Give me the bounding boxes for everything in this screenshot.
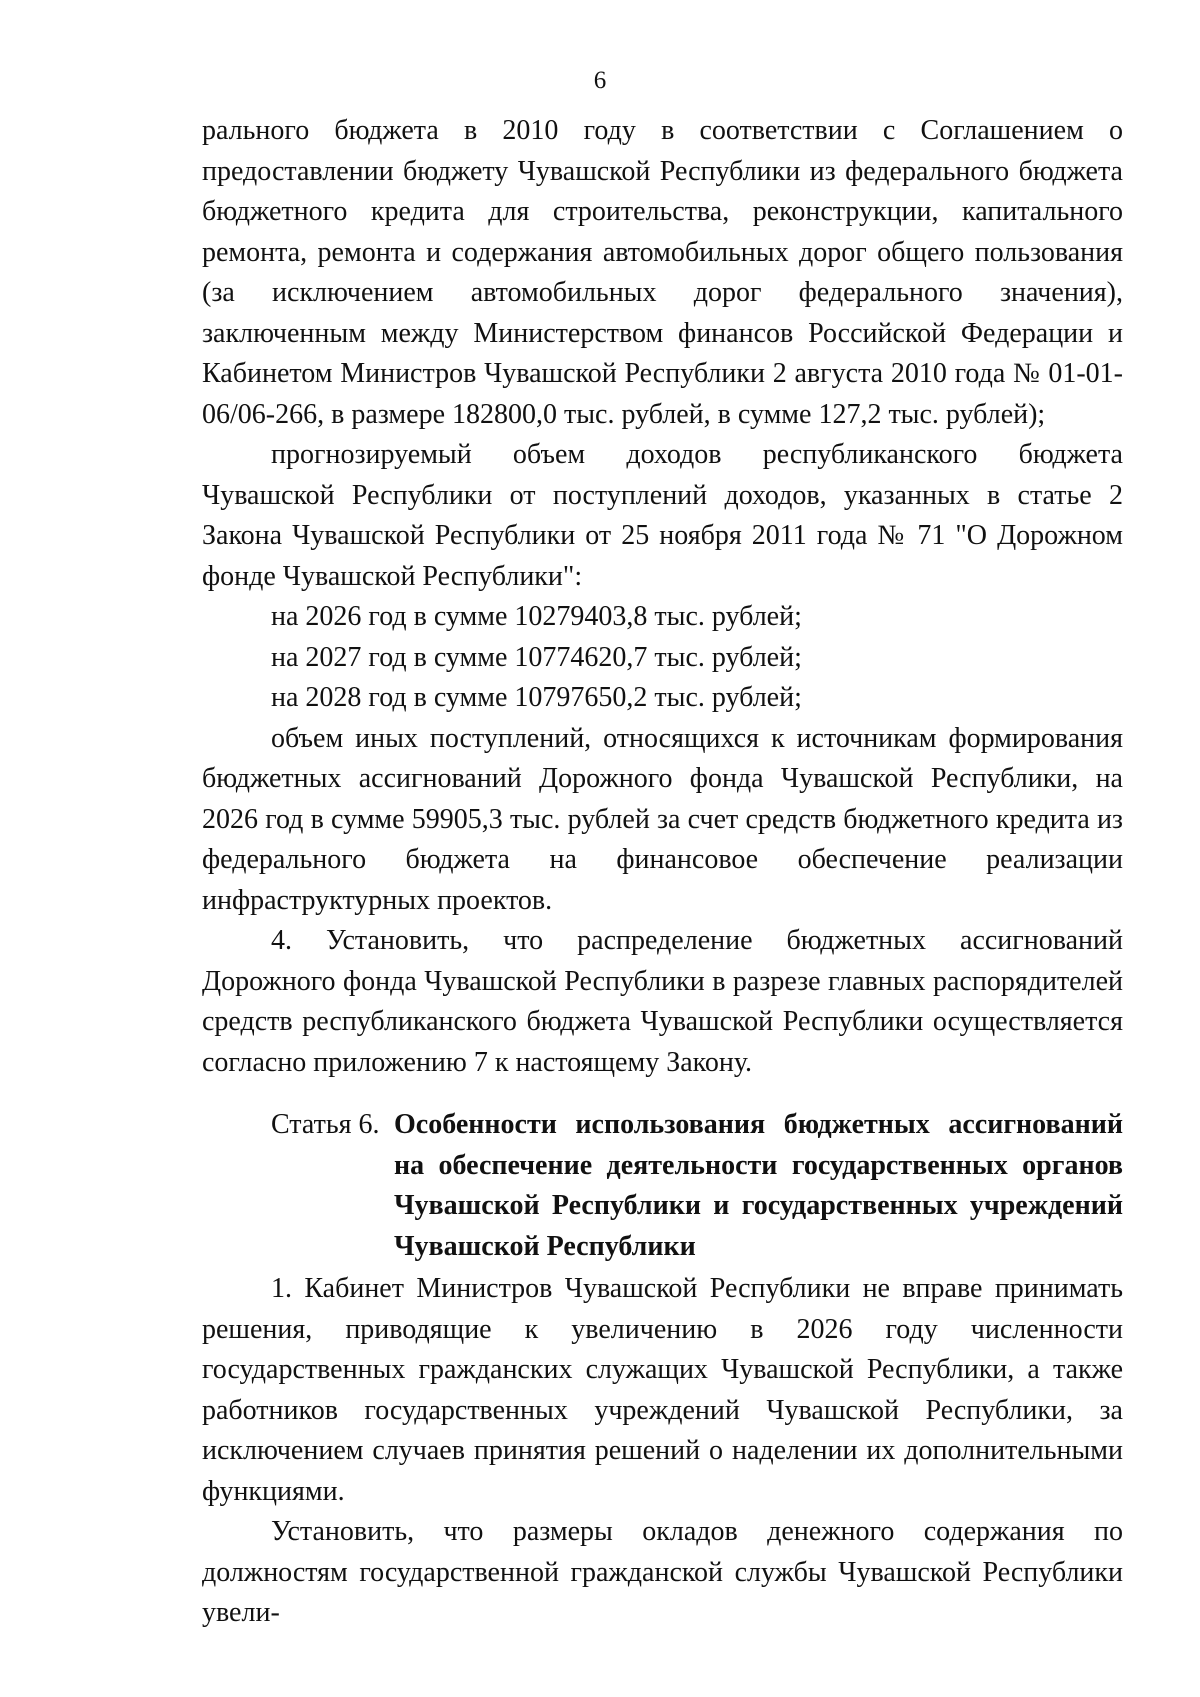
paragraph-continuation: рального бюджета в 2010 году в соответствии с Соглашением о предоставлении бюджету Чувашской Республики из федерального бюджета бюджетного кредита для строительства, реконструкции, капитального ремонта, ремонта и содержания автомобильных дорог общего пользования (за исключением автомобильных дорог федерального значения), заключенным между Министерством финансов Российской Федерации и Кабинетом Министров Чувашской Республики 2 августа 2010 года № 01-01-06/06-266, в размере 182800,0 тыс. рублей, в сумме 127,2 тыс. рублей); [202, 115, 1123, 430]
article-paragraph-2: Установить, что размеры окладов денежного содержания по должностям государственной гражданской службы Чувашской Республики увели- [202, 1516, 1123, 1628]
paragraph-item-4: 4. Установить, что распределение бюджетных ассигнований Дорожного фонда Чувашской Республики в разрезе главных распорядителей средств республиканского бюджета Чувашской Республики осуществляется согласно приложению 7 к настоящему Закону. [202, 925, 1123, 1078]
document-body [202, 111, 1123, 1634]
paragraph-other-receipts: объем иных поступлений, относящихся к источникам формирования бюджетных ассигнований Дорожного фонда Чувашской Республики, на 2026 год в сумме 59905,3 тыс. рублей за счет средств бюджетного кредита из федерального бюджета на финансовое обеспечение реализации инфраструктурных проектов. [202, 722, 1123, 916]
paragraph-revenue-forecast: прогнозируемый объем доходов республиканского бюджета Чувашской Республики от поступлений доходов, указанных в статье 2 Закона Чувашской Республики от 25 ноября 2011 года № 71 "О Дорожном фонде Чувашской Республики": [202, 439, 1123, 592]
article-paragraph-1: 1. Кабинет Министров Чувашской Республики не вправе принимать решения, приводящие к увеличению в 2026 году численности государственных гражданских служащих Чувашской Республики, а также работников государственных учреждений Чувашской Республики, за исключением случаев принятия решений о наделении их дополнительными функциями. [202, 1273, 1123, 1507]
article-title: Особенности использования бюджетных ассигнований на обеспечение деятельности государственных органов Чувашской Республики и государственных учреждений Чувашской Республики [394, 1109, 1123, 1262]
list-item-2027: на 2027 год в сумме 10774620,7 тыс. рублей; [271, 641, 802, 673]
list-item-2026: на 2026 год в сумме 10279403,8 тыс. рублей; [271, 601, 802, 632]
page-number: 6 [593, 67, 607, 94]
article-label: Статья 6. [271, 1109, 380, 1140]
list-item-2028: на 2028 год в сумме 10797650,2 тыс. рублей; [271, 682, 802, 713]
article-heading [202, 1105, 1123, 1267]
